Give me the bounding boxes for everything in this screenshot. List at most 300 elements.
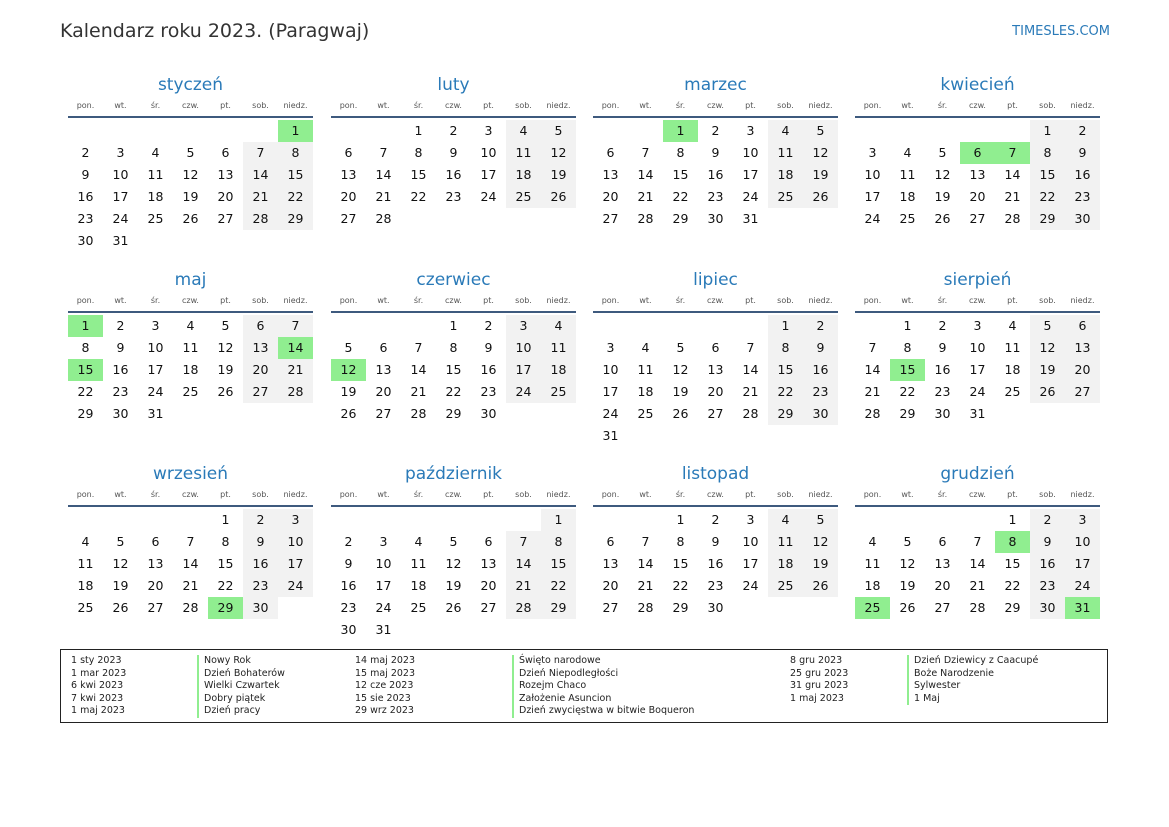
day-cell: 26	[112, 600, 129, 615]
day-cell: 19	[445, 578, 462, 593]
day-cell: 24	[147, 384, 164, 399]
day-cell: 2	[1030, 509, 1065, 531]
day-cell: 12	[1030, 337, 1065, 359]
day-cell: 14	[637, 167, 654, 182]
empty-cell	[855, 120, 890, 142]
day-cell: 17	[1065, 553, 1100, 575]
weekday-header	[331, 293, 576, 309]
day-cell: 7	[278, 315, 313, 337]
day-cell: 19	[934, 189, 951, 204]
day-cell: 5	[344, 340, 353, 355]
day-cell: 18	[506, 164, 541, 186]
day-cell: 25	[1004, 384, 1021, 399]
month-name: sierpień	[943, 270, 1012, 290]
empty-cell	[628, 509, 663, 531]
day-cell: 20	[1065, 359, 1100, 381]
day-cell: 13	[934, 556, 951, 571]
weekday-header	[331, 98, 576, 114]
weekday-label: pon.	[863, 490, 882, 499]
day-cell: 3	[973, 318, 982, 333]
weekday-header	[593, 293, 838, 309]
day-cell: 1	[449, 318, 458, 333]
empty-cell	[506, 509, 541, 531]
day-cell: 23	[77, 211, 94, 226]
month-block	[855, 461, 1100, 619]
empty-cell	[855, 509, 890, 531]
day-cell: 23	[1065, 186, 1100, 208]
weekday-label: niedz.	[808, 101, 833, 110]
day-cell: 30	[1065, 208, 1100, 230]
day-cell: 12	[112, 556, 129, 571]
header-rule	[593, 116, 838, 118]
day-cell: 6	[606, 534, 615, 549]
day-cell: 19	[672, 384, 689, 399]
day-cell: 10	[742, 534, 759, 549]
holiday-name: Założenie Asuncion	[512, 693, 694, 706]
day-cell: 28	[182, 600, 199, 615]
holiday-day-cell: 12	[331, 359, 366, 381]
day-cell: 22	[1004, 578, 1021, 593]
day-cell: 13	[243, 337, 278, 359]
day-cell: 5	[116, 534, 125, 549]
day-cell: 18	[410, 578, 427, 593]
weekday-label: niedz.	[1070, 490, 1095, 499]
day-cell: 22	[672, 189, 689, 204]
empty-cell	[593, 120, 628, 142]
holiday-date: 6 kwi 2023	[71, 680, 124, 692]
month-name: grudzień	[940, 464, 1015, 484]
day-cell: 18	[899, 189, 916, 204]
month-block	[331, 267, 576, 425]
day-cell: 31	[147, 406, 164, 421]
day-cell: 9	[711, 145, 720, 160]
month-block	[593, 461, 838, 619]
day-cell: 11	[637, 362, 654, 377]
day-cell: 10	[1065, 531, 1100, 553]
day-cell: 4	[903, 145, 912, 160]
day-cell: 14	[243, 164, 278, 186]
weekday-label: pon.	[863, 296, 882, 305]
month-block	[593, 267, 838, 447]
weekday-label: niedz.	[283, 490, 308, 499]
day-cell: 18	[1004, 362, 1021, 377]
day-cell: 26	[672, 406, 689, 421]
day-cell: 8	[81, 340, 90, 355]
day-cell: 11	[768, 531, 803, 553]
holiday-date: 7 kwi 2023	[71, 692, 124, 704]
day-cell: 24	[742, 189, 759, 204]
empty-cell	[138, 509, 173, 531]
holiday-names-col-2	[512, 655, 694, 718]
header-rule	[593, 505, 838, 507]
day-cell: 31	[969, 406, 986, 421]
day-cell: 20	[340, 189, 357, 204]
day-cell: 5	[449, 534, 458, 549]
day-cell: 16	[480, 362, 497, 377]
day-grid	[331, 315, 576, 425]
day-cell: 26	[217, 384, 234, 399]
day-cell: 18	[182, 362, 199, 377]
empty-cell	[890, 509, 925, 531]
day-cell: 19	[340, 384, 357, 399]
weekday-header	[68, 487, 313, 503]
day-cell: 10	[969, 340, 986, 355]
weekday-label: wt.	[377, 101, 390, 110]
day-cell: 26	[803, 575, 838, 597]
day-cell: 28	[864, 406, 881, 421]
weekday-label: pt.	[745, 296, 756, 305]
day-cell: 17	[375, 578, 392, 593]
day-cell: 26	[340, 406, 357, 421]
empty-cell	[401, 509, 436, 531]
day-cell: 9	[484, 340, 493, 355]
day-cell: 8	[449, 340, 458, 355]
empty-cell	[855, 315, 890, 337]
day-cell: 16	[707, 167, 724, 182]
month-name: kwiecień	[940, 75, 1015, 95]
day-grid	[593, 509, 838, 619]
day-cell: 12	[899, 556, 916, 571]
weekday-label: śr.	[150, 490, 161, 499]
day-cell: 11	[77, 556, 94, 571]
holiday-date: 12 cze 2023	[355, 680, 414, 692]
day-cell: 24	[602, 406, 619, 421]
day-cell: 16	[445, 167, 462, 182]
day-cell: 9	[449, 145, 458, 160]
month-name: styczeń	[157, 75, 224, 95]
day-cell: 16	[1065, 164, 1100, 186]
weekday-label: pon.	[76, 101, 95, 110]
day-cell: 11	[410, 556, 427, 571]
day-cell: 6	[151, 534, 160, 549]
day-cell: 24	[480, 189, 497, 204]
day-cell: 27	[217, 211, 234, 226]
day-cell: 15	[1004, 556, 1021, 571]
day-cell: 18	[637, 384, 654, 399]
day-cell: 22	[541, 575, 576, 597]
holiday-name: Dzień pracy	[197, 705, 285, 718]
day-cell: 17	[480, 167, 497, 182]
day-cell: 2	[711, 123, 720, 138]
day-cell: 4	[768, 120, 803, 142]
empty-cell	[663, 315, 698, 337]
day-cell: 21	[742, 384, 759, 399]
day-cell: 30	[77, 233, 94, 248]
day-cell: 1	[768, 315, 803, 337]
day-cell: 25	[410, 600, 427, 615]
weekday-label: czw.	[707, 490, 724, 499]
month-name: wrzesień	[152, 464, 229, 484]
day-cell: 28	[278, 381, 313, 403]
day-cell: 12	[217, 340, 234, 355]
day-cell: 31	[602, 428, 619, 443]
day-cell: 2	[803, 315, 838, 337]
day-cell: 20	[602, 578, 619, 593]
header-rule	[855, 116, 1100, 118]
weekday-label: niedz.	[1070, 296, 1095, 305]
day-cell: 23	[803, 381, 838, 403]
day-cell: 30	[707, 211, 724, 226]
empty-cell	[960, 120, 995, 142]
day-cell: 29	[899, 406, 916, 421]
day-cell: 7	[641, 145, 650, 160]
empty-cell	[628, 120, 663, 142]
month-block	[593, 72, 838, 230]
day-cell: 27	[602, 211, 619, 226]
day-cell: 11	[864, 556, 881, 571]
day-cell: 27	[1065, 381, 1100, 403]
day-cell: 17	[278, 553, 313, 575]
day-cell: 11	[182, 340, 199, 355]
holiday-name: Dzień zwycięstwa w bitwie Boqueron	[512, 705, 694, 718]
day-grid	[331, 509, 576, 641]
header-rule	[68, 311, 313, 313]
day-cell: 18	[768, 553, 803, 575]
day-cell: 15	[672, 556, 689, 571]
header-rule	[855, 505, 1100, 507]
day-cell: 3	[484, 123, 493, 138]
weekday-label: śr.	[413, 101, 424, 110]
day-cell: 27	[707, 406, 724, 421]
holiday-day-cell: 8	[995, 531, 1030, 553]
day-cell: 22	[672, 578, 689, 593]
empty-cell	[960, 509, 995, 531]
weekday-label: śr.	[675, 296, 686, 305]
day-cell: 15	[278, 164, 313, 186]
day-cell: 2	[484, 318, 493, 333]
day-cell: 25	[147, 211, 164, 226]
day-cell: 27	[480, 600, 497, 615]
day-grid	[331, 120, 576, 230]
day-grid	[855, 120, 1100, 230]
month-block	[331, 461, 576, 641]
weekday-label: pon.	[76, 296, 95, 305]
month-name: październik	[404, 464, 503, 484]
weekday-label: pon.	[601, 101, 620, 110]
day-cell: 10	[147, 340, 164, 355]
day-cell: 25	[768, 575, 803, 597]
day-cell: 26	[934, 211, 951, 226]
weekday-label: śr.	[150, 101, 161, 110]
weekday-label: pt.	[220, 490, 231, 499]
header-rule	[68, 116, 313, 118]
day-cell: 14	[637, 556, 654, 571]
day-cell: 14	[742, 362, 759, 377]
day-cell: 25	[182, 384, 199, 399]
day-cell: 13	[969, 167, 986, 182]
empty-cell	[698, 315, 733, 337]
month-block	[68, 267, 313, 425]
day-cell: 12	[541, 142, 576, 164]
weekday-label: czw.	[445, 296, 462, 305]
day-cell: 19	[182, 189, 199, 204]
empty-cell	[366, 120, 401, 142]
day-cell: 11	[1004, 340, 1021, 355]
holiday-names-col-3	[907, 655, 1038, 705]
empty-cell	[138, 120, 173, 142]
site-link[interactable]: TIMESLES.COM	[1012, 24, 1110, 39]
weekday-label: wt.	[901, 296, 914, 305]
day-cell: 30	[803, 403, 838, 425]
day-cell: 22	[410, 189, 427, 204]
holiday-day-cell: 29	[208, 597, 243, 619]
header-rule	[593, 311, 838, 313]
holiday-date: 15 sie 2023	[355, 692, 411, 704]
day-cell: 28	[637, 211, 654, 226]
day-cell: 16	[803, 359, 838, 381]
day-cell: 1	[221, 512, 230, 527]
day-cell: 9	[344, 556, 353, 571]
day-cell: 29	[1030, 208, 1065, 230]
day-cell: 3	[868, 145, 877, 160]
day-cell: 9	[243, 531, 278, 553]
day-cell: 20	[217, 189, 234, 204]
day-cell: 13	[602, 556, 619, 571]
day-cell: 10	[375, 556, 392, 571]
header-rule	[331, 311, 576, 313]
holiday-name: Rozejm Chaco	[512, 680, 694, 693]
holiday-date: 14 maj 2023	[355, 655, 416, 666]
weekday-label: sob.	[1039, 490, 1056, 499]
weekday-label: czw.	[182, 296, 199, 305]
day-cell: 23	[243, 575, 278, 597]
day-cell: 7	[868, 340, 877, 355]
weekday-label: pt.	[1007, 296, 1018, 305]
day-cell: 18	[147, 189, 164, 204]
day-cell: 30	[480, 406, 497, 421]
day-cell: 5	[186, 145, 195, 160]
day-cell: 4	[414, 534, 423, 549]
day-cell: 25	[768, 186, 803, 208]
weekday-label: wt.	[114, 101, 127, 110]
day-cell: 14	[506, 553, 541, 575]
holiday-day-cell: 25	[855, 597, 890, 619]
day-cell: 19	[112, 578, 129, 593]
day-cell: 6	[344, 145, 353, 160]
day-cell: 24	[864, 211, 881, 226]
day-cell: 17	[506, 359, 541, 381]
day-cell: 24	[112, 211, 129, 226]
day-cell: 5	[903, 534, 912, 549]
day-cell: 20	[480, 578, 497, 593]
month-name: luty	[437, 75, 470, 95]
weekday-label: czw.	[707, 101, 724, 110]
day-cell: 29	[1004, 600, 1021, 615]
month-name: marzec	[684, 75, 747, 95]
day-cell: 24	[375, 600, 392, 615]
empty-cell	[733, 315, 768, 337]
month-name: czerwiec	[416, 270, 491, 290]
day-cell: 2	[711, 512, 720, 527]
day-cell: 4	[506, 120, 541, 142]
holiday-names-col-1	[197, 655, 285, 718]
day-cell: 20	[147, 578, 164, 593]
weekday-label: niedz.	[546, 101, 571, 110]
day-cell: 21	[1004, 189, 1021, 204]
holiday-day-cell: 6	[960, 142, 995, 164]
day-cell: 5	[1030, 315, 1065, 337]
day-cell: 23	[707, 578, 724, 593]
weekday-label: niedz.	[283, 101, 308, 110]
day-cell: 16	[112, 362, 129, 377]
weekday-header	[855, 293, 1100, 309]
day-cell: 20	[934, 578, 951, 593]
weekday-label: śr.	[937, 490, 948, 499]
weekday-label: śr.	[413, 296, 424, 305]
day-cell: 15	[768, 359, 803, 381]
weekday-label: czw.	[969, 490, 986, 499]
day-grid	[855, 315, 1100, 425]
day-cell: 10	[506, 337, 541, 359]
weekday-label: niedz.	[1070, 101, 1095, 110]
day-cell: 5	[221, 318, 230, 333]
day-cell: 7	[506, 531, 541, 553]
day-cell: 23	[340, 600, 357, 615]
empty-cell	[68, 120, 103, 142]
day-cell: 10	[864, 167, 881, 182]
empty-cell	[243, 120, 278, 142]
weekday-label: sob.	[515, 490, 532, 499]
day-cell: 13	[707, 362, 724, 377]
day-cell: 25	[899, 211, 916, 226]
weekday-label: pt.	[483, 101, 494, 110]
day-cell: 2	[938, 318, 947, 333]
day-grid	[593, 315, 838, 447]
day-cell: 7	[186, 534, 195, 549]
day-cell: 5	[676, 340, 685, 355]
empty-cell	[593, 315, 628, 337]
day-cell: 29	[768, 403, 803, 425]
holiday-day-cell: 14	[278, 337, 313, 359]
empty-cell	[331, 120, 366, 142]
day-cell: 29	[445, 406, 462, 421]
day-cell: 31	[375, 622, 392, 637]
day-cell: 28	[375, 211, 392, 226]
day-cell: 2	[116, 318, 125, 333]
day-cell: 10	[480, 145, 497, 160]
day-cell: 22	[278, 186, 313, 208]
day-cell: 16	[77, 189, 94, 204]
day-cell: 20	[602, 189, 619, 204]
day-cell: 8	[676, 534, 685, 549]
weekday-header	[593, 98, 838, 114]
day-cell: 9	[803, 337, 838, 359]
empty-cell	[436, 509, 471, 531]
day-cell: 24	[969, 384, 986, 399]
day-cell: 21	[864, 384, 881, 399]
weekday-label: pt.	[220, 101, 231, 110]
day-cell: 13	[217, 167, 234, 182]
day-cell: 30	[340, 622, 357, 637]
day-cell: 3	[746, 512, 755, 527]
weekday-label: czw.	[969, 101, 986, 110]
day-cell: 29	[672, 600, 689, 615]
day-cell: 2	[1065, 120, 1100, 142]
day-cell: 4	[81, 534, 90, 549]
weekday-label: wt.	[901, 101, 914, 110]
day-cell: 21	[637, 578, 654, 593]
holiday-date: 31 gru 2023	[790, 680, 849, 692]
day-cell: 2	[81, 145, 90, 160]
day-cell: 21	[506, 575, 541, 597]
day-cell: 21	[278, 359, 313, 381]
day-cell: 11	[541, 337, 576, 359]
day-cell: 27	[375, 406, 392, 421]
day-cell: 11	[147, 167, 164, 182]
holiday-name: Dzień Bohaterów	[197, 668, 285, 681]
day-cell: 27	[340, 211, 357, 226]
day-cell: 1	[676, 512, 685, 527]
